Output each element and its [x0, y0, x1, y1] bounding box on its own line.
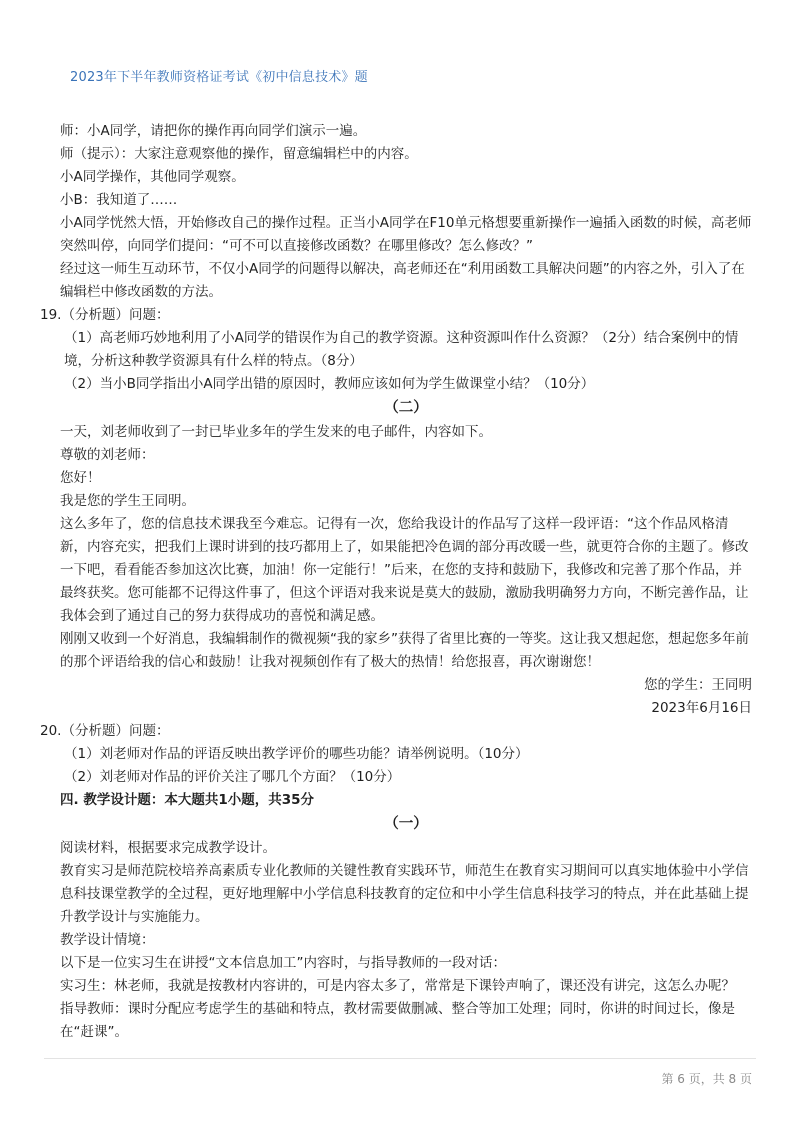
paragraph: 教学设计情境：	[60, 932, 155, 948]
paragraph: 四. 教学设计题：本大题共1小题，共35分	[60, 792, 315, 808]
paragraph: 2023年6月16日	[651, 700, 752, 716]
page-number: 第 6 页，共 8 页	[661, 1072, 752, 1086]
paragraph: 尊敬的刘老师：	[60, 447, 155, 463]
paragraph: 小A同学恍然大悟，开始修改自己的操作过程。正当小A同学在F10单元格想要重新操作一遍插入函数的时候，高老师突然叫停，向同学们提问：“可不可以直接修改函数？在哪里修改？怎么修改？”	[60, 215, 752, 254]
paragraph: 您的学生：王同明	[644, 677, 752, 693]
paragraph: （一）	[384, 816, 428, 832]
paragraph: 经过这一师生互动环节，不仅小A同学的问题得以解决，高老师还在“利用函数工具解决问题”的内容之外，引入了在编辑栏中修改函数的方法。	[60, 261, 745, 300]
paragraph: （1）刘老师对作品的评语反映出教学评价的哪些功能？请举例说明。（10分）	[64, 746, 529, 762]
paragraph: 这么多年了，您的信息技术课我至今难忘。记得有一次，您给我设计的作品写了这样一段评语：“这个作品风格清新，内容充实，把我们上课时讲到的技巧都用上了，如果能把冷色调的部分再改暖一些，就更符合你的主题了。修改一下吧，看看能否参加这次比赛，加油！你一定能行！”后来，在您的支持和鼓励下，我修改和完善了那个作品，并最终获奖。您可能都不记得这件事了，但这个评语对我来说是莫大的鼓励，激励我明确努力方向，不断完善作品，让我体会到了通过自己的努力获得成功的喜悦和满足感。	[60, 516, 749, 624]
paragraph: 师（提示）：大家注意观察他的操作，留意编辑栏中的内容。	[60, 146, 418, 162]
paragraph: （二）	[384, 400, 428, 416]
paragraph: 一天，刘老师收到了一封已毕业多年的学生发来的电子邮件，内容如下。	[60, 424, 492, 440]
paragraph: 小A同学操作，其他同学观察。	[60, 169, 245, 185]
paragraph: （1）高老师巧妙地利用了小A同学的错误作为自己的教学资源。这种资源叫作什么资源？（2分）结合案例中的情境，分析这种教学资源具有什么样的特点。（8分）	[64, 330, 739, 369]
paragraph: 您好！	[60, 470, 101, 486]
footer-divider	[44, 1058, 756, 1059]
paragraph: 实习生：林老师，我就是按教材内容讲的，可是内容太多了，常常是下课铃声响了，课还没有讲完，这怎么办呢？	[60, 978, 735, 994]
paragraph: 指导教师：课时分配应考虑学生的基础和特点，教材需要做删减、整合等加工处理；同时，你讲的时间过长，像是在“赶课”。	[60, 1001, 735, 1040]
paragraph: （2）当小B同学指出小A同学出错的原因时，教师应该如何为学生做课堂小结？（10分）	[64, 376, 595, 392]
paragraph: 19.（分析题）问题：	[40, 307, 170, 323]
paragraph: 小B：我知道了……	[60, 192, 178, 208]
paragraph: 我是您的学生王同明。	[60, 493, 195, 509]
paragraph: 阅读材料，根据要求完成教学设计。	[60, 840, 276, 856]
paragraph: 以下是一位实习生在讲授“文本信息加工”内容时，与指导教师的一段对话：	[60, 955, 506, 971]
page-header: 2023年下半年教师资格证考试《初中信息技术》题	[70, 70, 368, 85]
paragraph: 教育实习是师范院校培养高素质专业化教师的关键性教育实践环节，师范生在教育实习期间可以真实地体验中小学信息科技课堂教学的全过程，更好地理解中小学信息科技教育的定位和中小学生信息科技学习的特点，并在此基础上提升教学设计与实施能力。	[60, 863, 749, 925]
paragraph: 刚刚又收到一个好消息，我编辑制作的微视频“我的家乡”获得了省里比赛的一等奖。这让我又想起您，想起您多年前的那个评语给我的信心和鼓励！让我对视频创作有了极大的热情！给您报喜，再次谢谢您！	[60, 631, 749, 670]
document-body	[40, 120, 752, 1044]
paragraph: 20.（分析题）问题：	[40, 723, 170, 739]
paragraph: （2）刘老师对作品的评价关注了哪几个方面？（10分）	[64, 769, 401, 785]
paragraph: 师：小A同学，请把你的操作再向同学们演示一遍。	[60, 123, 367, 139]
